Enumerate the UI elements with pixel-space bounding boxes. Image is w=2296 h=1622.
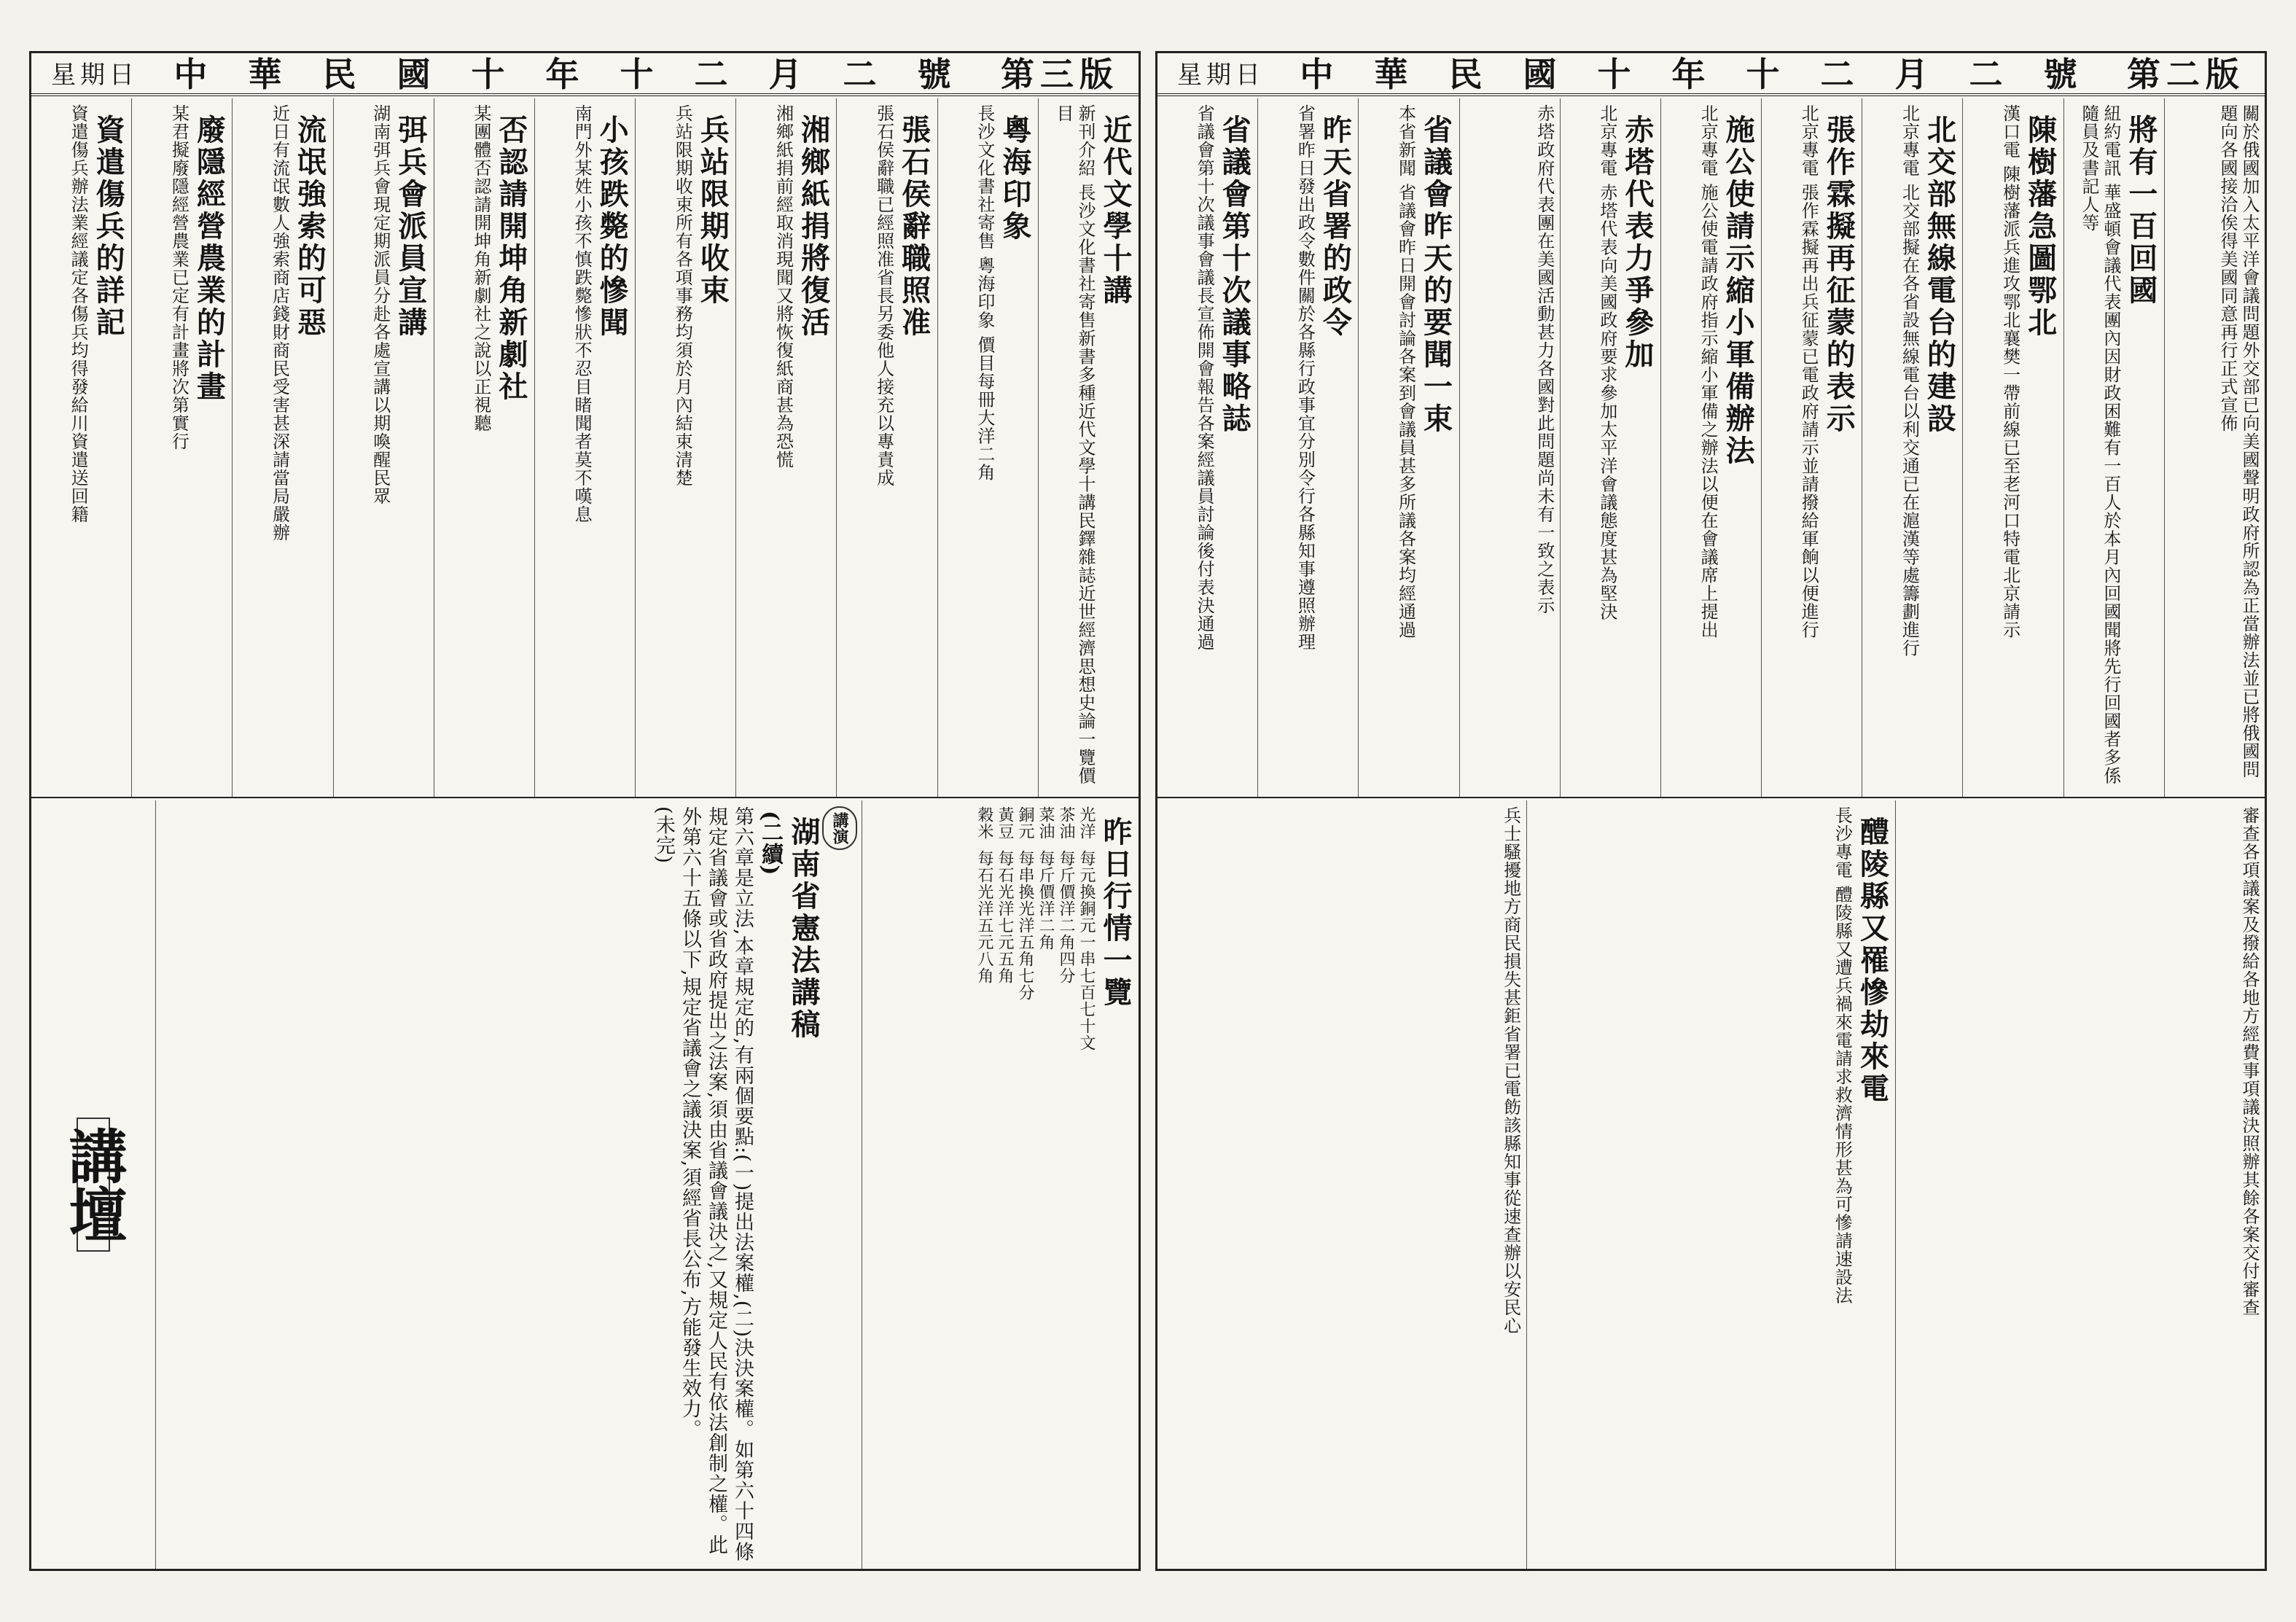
article-headline: 省議會第十次議事略誌 <box>1217 114 1252 435</box>
article-column <box>1560 98 1660 797</box>
article-body: 審查各項議案及撥給各地方經費事項議決照辦其餘各案交付審查 <box>2239 806 2260 1317</box>
article-body: 省署昨日發出政令數件關於各縣行政事宜分別令行各縣知事遵照辦理 <box>1295 104 1316 651</box>
masthead-edition: 第二版 <box>2127 55 2245 94</box>
article-headline: 資遣傷兵的詳記 <box>91 114 126 339</box>
text-column <box>1157 800 1526 1569</box>
article-column <box>232 98 332 797</box>
price-item: 菜油 每斤價洋二角 <box>1036 806 1055 951</box>
article-headline: 陳樹藩急圖鄂北 <box>2023 114 2058 339</box>
article-body: 北京專電 北交部擬在各省設無線電台以利交通已在滬漢等處籌劃進行 <box>1899 104 1920 658</box>
article-body: 漢口電 陳樹藩派兵進攻鄂北襄樊一帶前線已至老河口特電北京請示 <box>1999 104 2020 639</box>
price-item: 光洋 每元換銅元一串七百七十文 <box>1077 806 1096 1052</box>
article-headline: 粵海印象 <box>997 114 1032 243</box>
article-headline: 小孩跌斃的慘聞 <box>595 114 630 339</box>
article-headline: 近代文學十講 <box>1098 114 1133 307</box>
masthead-weekday: 星期日 <box>1177 60 1265 90</box>
right-bottom-band <box>1157 800 2265 1569</box>
article-column <box>534 98 635 797</box>
masthead-date: 中 華 民 國 十 年 十 二 月 二 號 <box>1300 55 2092 94</box>
text-column <box>2164 98 2265 797</box>
article-body: 省議會第十次議事會議長宣佈開會報告各案經議員討論後付表決通過 <box>1194 104 1215 651</box>
lecture-part: (二續) <box>757 811 783 876</box>
lecture-end-note: (未完) <box>652 806 675 865</box>
article-column <box>1358 98 1459 797</box>
article-body: 關於俄國加入太平洋會議問題外交部已向美國聲明政府所認為正當辦法並已將俄國問題向各國接洽俟得美國同意再行正式宣佈 <box>2217 104 2260 779</box>
article-headline: 醴陵縣又罹慘劫來電 <box>1855 816 1890 1105</box>
article-headline: 赤塔代表力爭參加 <box>1620 114 1655 371</box>
lecture-box-column <box>31 800 155 1569</box>
lecture-body: 第六章是立法,本章規定的,有兩個要點:(一)提出法案權,(二)決決案權。如第六十四條規定省議會或省政府提出之法案,須由省議會議決之,又規定人民有依法創制之權。此外第六十五條以下,規定省議會之議決案,須經省長公布,方能發生效力。 <box>679 806 754 1562</box>
article-column <box>131 98 232 797</box>
article-headline: 流氓強索的可惡 <box>292 114 327 339</box>
article-column <box>31 98 131 797</box>
price-item: 黃豆 每石光洋七元五角 <box>996 806 1014 985</box>
article-column <box>635 98 735 797</box>
article-column <box>333 98 434 797</box>
article-headline: 施公使請示縮小軍備辦法 <box>1721 114 1756 467</box>
article-column <box>1862 98 1962 797</box>
text-column <box>1895 800 2265 1569</box>
article-body: 湖南弭兵會現定期派員分赴各處宣講以期喚醒民眾 <box>370 104 391 505</box>
article-body: 資遣傷兵辦法業經議定各傷兵均得發給川資遣送回籍 <box>68 104 89 523</box>
article-body: 北京專電 施公使電請政府指示縮小軍備之辦法以便在會議席上提出 <box>1698 104 1719 639</box>
article-body: 兵士騷擾地方商民損失甚鉅省署已電飭該縣知事從速查辦以安民心 <box>1500 806 1521 1335</box>
price-item: 銅元 每串換光洋五角七分 <box>1016 806 1034 1002</box>
article-body: 近日有流氓數人強索商店錢財商民受害甚深請當局嚴辦 <box>269 104 290 542</box>
article-headline: 兵站限期收束 <box>695 114 730 307</box>
price-item: 穀米 每石光洋五元八角 <box>975 806 993 985</box>
article-headline: 張石侯辭職照准 <box>897 114 932 339</box>
article-body: 湘鄉紙捐前經取消現聞又將恢復紙商甚為恐慌 <box>773 104 794 469</box>
article-body: 南門外某姓小孩不慎跌斃慘狀不忍目睹聞者莫不嘆息 <box>571 104 593 523</box>
article-body: 長沙文化書社寄售 粵海印象 價目每冊大洋二角 <box>974 104 995 482</box>
article-headline: 廢隱經營農業的計畫 <box>192 114 227 403</box>
article-headline: 弭兵會派員宣講 <box>393 114 428 339</box>
masthead-third-edition <box>29 51 1141 96</box>
article-column <box>434 98 534 797</box>
article-column <box>1157 98 1257 797</box>
article-headline: 北交部無線電台的建設 <box>1922 114 1957 435</box>
article-headline: 將有一百回國 <box>2123 114 2158 307</box>
article-column <box>1962 98 2063 797</box>
masthead-date: 中 華 民 國 十 年 十 二 月 二 號 <box>173 55 966 94</box>
article-column <box>836 98 937 797</box>
left-top-band <box>31 98 1139 798</box>
article-body: 兵站限期收束所有各項事務均須於月內結束清楚 <box>672 104 693 487</box>
article-body: 赤塔政府代表團在美國活動甚力各國對此問題尚未有一致之表示 <box>1534 104 1555 615</box>
article-column <box>1660 98 1761 797</box>
article-body: 長沙專電 醴陵縣又遭兵禍來電請求救濟情形甚為可慘請速設法 <box>1832 806 1853 1305</box>
left-bottom-band <box>31 800 1139 1569</box>
article-body: 某君擬廢隱經營農業已定有計畫將次第實行 <box>168 104 190 451</box>
article-body: 北京專電 張作霖擬再出兵征蒙已電政府請示並請撥給軍餉以便進行 <box>1798 104 1819 639</box>
lecture-box: 講壇 <box>77 1118 110 1252</box>
article-column <box>1761 98 1862 797</box>
price-headline: 昨日行情一覽 <box>1098 816 1132 1009</box>
masthead-weekday: 星期日 <box>51 60 138 90</box>
right-top-band <box>1157 98 2265 798</box>
article-headline: 省議會昨天的要聞一束 <box>1418 114 1453 435</box>
article-headline: 否認請開坤角新劇社 <box>493 114 528 403</box>
article-body: 本省新聞 省議會昨日開會討論各案到會議員甚多所議各案均經通過 <box>1395 104 1416 639</box>
lecture-title: 湖南省憲法講稿 <box>786 816 821 1041</box>
article-body: 紐約電訊 華盛頓會議代表團內因財政困難有一百人於本月內回國聞將先行回國者多係隨員及書記人等 <box>2078 104 2121 785</box>
article-column <box>937 98 1038 797</box>
article-column <box>735 98 836 797</box>
article-body: 北京專電 赤塔代表向美國政府要求參加太平洋會議態度甚為堅決 <box>1596 104 1617 621</box>
article-body: 張石侯辭職已經照准省長另委他人接充以專責成 <box>873 104 894 487</box>
article-body: 某團體否認請開坤角新劇社之說以正視聽 <box>470 104 491 432</box>
article-column <box>1526 800 1896 1569</box>
article-column <box>2063 98 2164 797</box>
lecture-column <box>155 800 862 1569</box>
article-headline: 湘鄉紙捐將復活 <box>796 114 831 339</box>
article-headline: 張作霖擬再征蒙的表示 <box>1821 114 1856 435</box>
price-column <box>862 800 1139 1569</box>
masthead-second-edition <box>1155 51 2267 96</box>
article-headline: 昨天省署的政令 <box>1318 114 1353 339</box>
article-body: 新刊介紹 長沙文化書社寄售新書多種近代文學十講民鐸雜誌近世經濟思想史論一覽價目 <box>1053 104 1096 785</box>
article-column <box>1038 98 1139 797</box>
text-column <box>1459 98 1560 797</box>
price-item: 茶油 每斤價洋二角四分 <box>1057 806 1075 985</box>
article-column <box>1257 98 1358 797</box>
masthead-edition: 第三版 <box>1001 55 1119 94</box>
lecture-tag: 講演 <box>822 806 857 850</box>
